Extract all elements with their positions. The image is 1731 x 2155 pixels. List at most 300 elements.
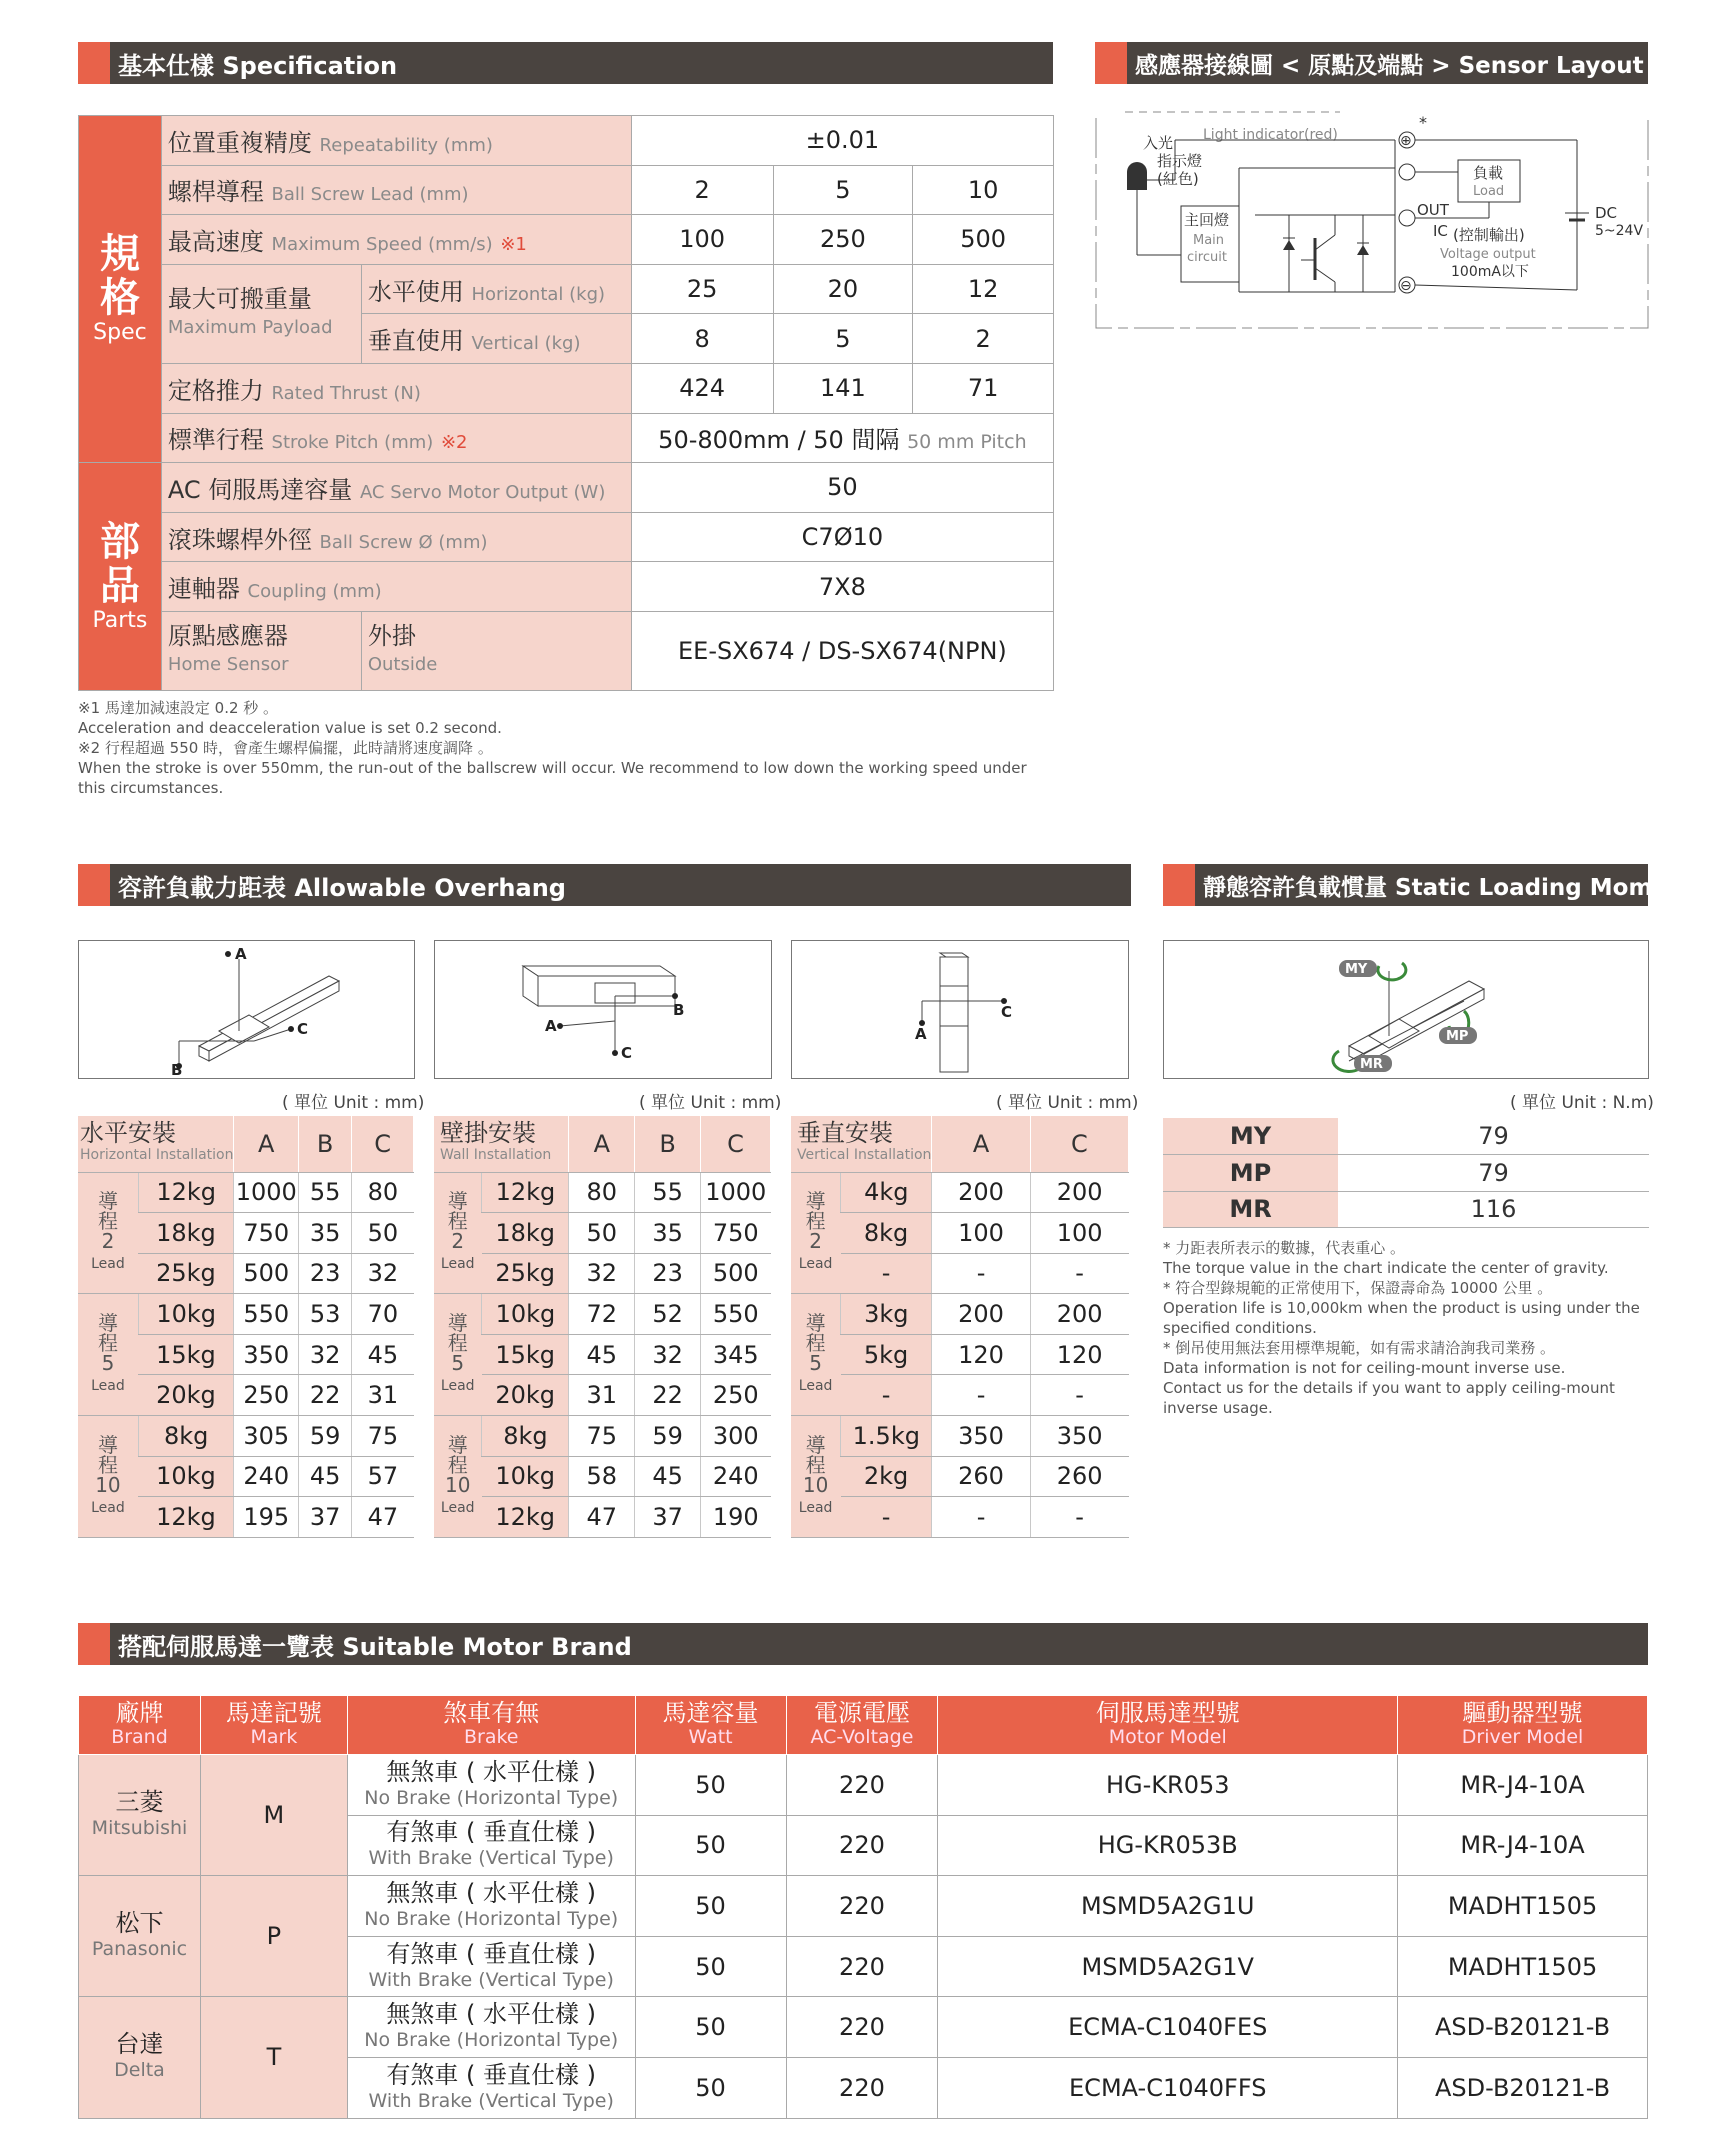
cell: 72: [569, 1294, 635, 1335]
unit-label: ( 單位 Unit : mm): [639, 1093, 782, 1113]
motor-table: [78, 1695, 1648, 2119]
brake-en: With Brake (Vertical Type): [368, 1847, 614, 1870]
group-parts-en: Parts: [92, 607, 148, 633]
note-line: The torque value in the chart indicate the center of gravity.: [1163, 1259, 1609, 1277]
motor-model-cell: HG-KR053: [938, 1755, 1398, 1816]
note-line: When the stroke is over 550mm, the run-out of the ballscrew will occur. We recommend to low down the working speed under: [78, 759, 1027, 777]
col-voltage: [786, 1696, 938, 1755]
load-en: Load: [1473, 184, 1505, 199]
moment-notes: [1163, 1238, 1649, 1418]
spec-value: 25: [631, 264, 773, 314]
spec-value: 100: [631, 215, 773, 265]
spec-label: [161, 116, 631, 166]
cell: 500: [701, 1253, 771, 1294]
motor-model-cell: ECMA-C1040FFS: [938, 2057, 1398, 2118]
lead-en: Lead: [798, 1378, 833, 1395]
lead-zh: 導程: [447, 1432, 468, 1477]
motor-model-cell: MSMD5A2G1U: [938, 1876, 1398, 1937]
terminal-out: [1399, 210, 1415, 226]
wall-diagram-svg: [435, 941, 773, 1080]
col-zh: 廠牌: [115, 1699, 164, 1727]
label-en: Maximum Speed (mm/s): [271, 233, 493, 255]
lead-zh: 導程: [805, 1432, 826, 1477]
lead-zh: 導程: [447, 1189, 468, 1234]
cell: 31: [569, 1375, 635, 1416]
cell: 35: [299, 1213, 352, 1254]
unit-label: ( 單位 Unit : mm): [996, 1093, 1139, 1113]
my-tag: MY: [1345, 962, 1368, 977]
vertical-diagram-svg: [792, 941, 1130, 1080]
cell: 80: [569, 1172, 635, 1213]
weight-cell: 20kg: [482, 1375, 569, 1416]
col-en: Brake: [463, 1726, 519, 1748]
lead-cell: [434, 1416, 482, 1538]
brake-zh: 無煞車 ( 水平仕樣 ): [386, 2000, 597, 2029]
moment-value: 116: [1338, 1191, 1649, 1228]
lead-zh: 導程: [447, 1311, 468, 1356]
lead-en: Lead: [91, 1378, 125, 1395]
brand-en: Panasonic: [91, 1938, 188, 1961]
mr-tag: MR: [1360, 1057, 1383, 1072]
brake-en: No Brake (Horizontal Type): [364, 1907, 619, 1930]
lead-en: Lead: [798, 1256, 833, 1273]
note-line: specified conditions.: [1163, 1319, 1317, 1337]
cell: 47: [352, 1497, 414, 1538]
cell: 100: [932, 1213, 1030, 1254]
header-accent: [78, 42, 110, 84]
col-en: Mark: [250, 1726, 298, 1748]
col-zh: 伺服馬達型號: [1095, 1699, 1240, 1727]
watt-cell: 50: [635, 1876, 786, 1937]
lead-en: Lead: [440, 1499, 475, 1516]
lead-en: Lead: [440, 1378, 475, 1395]
title-zh: 水平安裝: [80, 1118, 176, 1147]
header-accent: [1163, 864, 1195, 906]
label-en: Repeatability (mm): [319, 134, 493, 156]
brake-cell: [347, 1876, 635, 1937]
moment-key: MR: [1163, 1191, 1338, 1228]
weight-cell: -: [841, 1497, 932, 1538]
spec-value: 71: [913, 363, 1054, 413]
lead-cell: [78, 1172, 138, 1294]
spec-value: 50: [631, 463, 1053, 513]
col-brand: [79, 1696, 201, 1755]
lead-zh: 導程: [97, 1311, 118, 1356]
label-en: Vertical (kg): [471, 333, 581, 355]
weight-cell: 25kg: [138, 1253, 234, 1294]
driver-model-cell: ASD-B20121-B: [1398, 2057, 1648, 2118]
cell: 300: [701, 1416, 771, 1457]
brake-cell: [347, 1936, 635, 1997]
cell: 350: [234, 1334, 299, 1375]
label-zh: 原點感應器: [167, 622, 288, 651]
main-circuit-en1: Main: [1193, 233, 1225, 248]
label-zh: AC 伺服馬達容量: [167, 475, 353, 504]
col-header: C: [352, 1116, 414, 1172]
col-zh: 電源電壓: [813, 1699, 910, 1727]
label-en: Rated Thrust (N): [271, 382, 421, 404]
unit-label: ( 單位 Unit : mm): [282, 1093, 425, 1113]
col-header: A: [569, 1116, 635, 1172]
spec-value: C7Ø10: [631, 512, 1053, 562]
label-zh: 連軸器: [167, 575, 240, 604]
col-driver-model: [1398, 1696, 1648, 1755]
weight-cell: 8kg: [138, 1416, 234, 1457]
lead-no: 5: [451, 1351, 465, 1376]
cell: 550: [701, 1294, 771, 1335]
cell: 190: [701, 1497, 771, 1538]
spec-value: 10: [913, 165, 1054, 215]
cell: 70: [352, 1294, 414, 1335]
label-b: B: [171, 1061, 183, 1079]
col-zh: 馬達容量: [662, 1699, 759, 1727]
weight-cell: 10kg: [138, 1456, 234, 1497]
mark-cell: T: [200, 1997, 347, 2118]
lead-group: [78, 1416, 414, 1538]
lead-zh: 導程: [805, 1189, 826, 1234]
cell: 22: [299, 1375, 352, 1416]
load-zh: 負載: [1473, 164, 1504, 182]
col-en: Driver Model: [1461, 1726, 1584, 1748]
note-line: this circumstances.: [78, 779, 224, 797]
lead-cell: [791, 1172, 841, 1294]
cell: 32: [299, 1334, 352, 1375]
col-motor-model: [938, 1696, 1398, 1755]
label-zh: 位置重複精度: [167, 128, 312, 157]
moment-diagram-svg: [1164, 941, 1650, 1080]
weight-cell: 8kg: [482, 1416, 569, 1457]
cell: 23: [635, 1253, 701, 1294]
spec-label: [361, 264, 631, 314]
brake-en: With Brake (Vertical Type): [368, 2089, 614, 2112]
label-zh: 最高速度: [167, 227, 264, 256]
cell: 37: [635, 1497, 701, 1538]
group-parts-zh: 部品: [99, 518, 140, 609]
spec-label: [161, 611, 361, 690]
moment-diagram: [1163, 940, 1649, 1079]
voltage-cell: 220: [786, 1936, 938, 1997]
spec-label: [161, 413, 631, 463]
moment-section-header: [1163, 864, 1696, 906]
cell: 100: [1030, 1213, 1128, 1254]
lead-group: [434, 1294, 771, 1416]
motor-model-cell: HG-KR053B: [938, 1815, 1398, 1876]
spec-value: 2: [631, 165, 773, 215]
voltage-cell: 220: [786, 1876, 938, 1937]
label-zh: 水平使用: [367, 277, 464, 306]
cell: 22: [635, 1375, 701, 1416]
lead-zh: 導程: [97, 1432, 118, 1477]
title-en: Horizontal Installation: [80, 1146, 234, 1163]
brake-cell: [347, 2057, 635, 2118]
lead-cell: [791, 1416, 841, 1538]
brand-zh: 台達: [115, 2030, 164, 2059]
weight-cell: 2kg: [841, 1456, 932, 1497]
cell: 55: [635, 1172, 701, 1213]
weight-cell: 18kg: [482, 1213, 569, 1254]
watt-cell: 50: [635, 1936, 786, 1997]
brand-cell: [79, 1997, 201, 2118]
table-title: [791, 1116, 932, 1172]
note-line: * 符合型錄規範的正常使用下，保證壽命為 10000 公里 。: [1163, 1279, 1553, 1297]
cell: 35: [635, 1213, 701, 1254]
label-zh: 滾珠螺桿外徑: [167, 525, 312, 554]
weight-cell: 8kg: [841, 1213, 932, 1254]
cell: 47: [569, 1497, 635, 1538]
sensor-in-light: 入光: [1143, 134, 1174, 152]
lead-no: 2: [451, 1229, 465, 1254]
spec-label: [161, 363, 631, 413]
lead-cell: [434, 1172, 482, 1294]
spec-label: [161, 512, 631, 562]
moment-header-title: 靜態容許負載慣量 Static Loading Moment: [1203, 874, 1696, 901]
cell: 58: [569, 1456, 635, 1497]
cell: 1000: [701, 1172, 771, 1213]
note-line: inverse usage.: [1163, 1399, 1273, 1417]
group-spec: [79, 116, 162, 463]
spec-label: [161, 562, 631, 612]
cell: 23: [299, 1253, 352, 1294]
vertical-diagram: [791, 940, 1129, 1079]
cell: 240: [701, 1456, 771, 1497]
footnote-mark: ※2: [440, 432, 468, 454]
cell: 31: [352, 1375, 414, 1416]
spec-value: ±0.01: [631, 116, 1053, 166]
cell: 200: [932, 1172, 1030, 1213]
sensor-red: (紅色): [1157, 170, 1199, 188]
lead-cell: [78, 1416, 138, 1538]
minus-icon: ⊖: [1400, 278, 1412, 294]
vertical-overhang-table: [791, 1116, 1129, 1538]
cell: 50: [352, 1213, 414, 1254]
mark-cell: M: [200, 1755, 347, 1876]
cell: 250: [701, 1375, 771, 1416]
spec-label: [161, 165, 631, 215]
cell: 1000: [234, 1172, 299, 1213]
label-en: Stroke Pitch (mm): [271, 432, 434, 454]
lead-en: Lead: [91, 1256, 125, 1273]
sensor-layout-diagram: [1095, 110, 1655, 335]
weight-cell: 1.5kg: [841, 1416, 932, 1457]
weight-cell: 10kg: [482, 1294, 569, 1335]
spec-label: [161, 215, 631, 265]
col-en: Brand: [111, 1726, 168, 1748]
cell: -: [932, 1253, 1030, 1294]
brake-zh: 無煞車 ( 水平仕樣 ): [386, 1757, 597, 1786]
lead-group: [791, 1416, 1129, 1538]
label-a: A: [545, 1017, 557, 1035]
cell: 350: [932, 1416, 1030, 1457]
mark-cell: P: [200, 1876, 347, 1997]
cell: 250: [234, 1375, 299, 1416]
title-zh: 垂直安裝: [797, 1118, 893, 1147]
col-zh: 馬達記號: [225, 1699, 322, 1727]
main-circuit-en2: circuit: [1187, 250, 1227, 265]
title-zh: 壁掛安裝: [440, 1118, 536, 1147]
label-zh: 定格推力: [167, 376, 264, 405]
cell: 75: [352, 1416, 414, 1457]
outside-zh: 外掛: [367, 622, 416, 651]
cell: 120: [932, 1334, 1030, 1375]
lead-group: [434, 1416, 771, 1538]
cell: 45: [569, 1334, 635, 1375]
motor-section-header: [78, 1623, 1648, 1665]
dc-label: DC: [1595, 204, 1618, 222]
cell: 750: [701, 1213, 771, 1254]
lead-group: [791, 1172, 1129, 1294]
header-accent: [78, 1623, 110, 1665]
lead-cell: [434, 1294, 482, 1416]
static-moment-table: [1163, 1118, 1649, 1228]
payload-label: [161, 264, 361, 363]
spec-value: 8: [631, 314, 773, 364]
brake-en: No Brake (Horizontal Type): [364, 2029, 619, 2052]
cell: 52: [635, 1294, 701, 1335]
lead-no: 2: [809, 1229, 822, 1254]
cell: 32: [635, 1334, 701, 1375]
title-en: Vertical Installation: [797, 1146, 932, 1163]
driver-model-cell: MR-J4-10A: [1398, 1755, 1648, 1816]
out-label: OUT: [1417, 201, 1449, 219]
cell: 37: [299, 1497, 352, 1538]
label-zh: 螺桿導程: [167, 178, 264, 207]
label-c: C: [1001, 1003, 1013, 1021]
sensor-section-header: [1095, 42, 1648, 84]
cell: 32: [352, 1253, 414, 1294]
ic-label: IC: [1433, 222, 1448, 240]
lead-group: [78, 1294, 414, 1416]
col-en: Motor Model: [1108, 1726, 1227, 1748]
header-accent: [1095, 42, 1127, 84]
col-en: AC-Voltage: [810, 1726, 914, 1748]
driver-model-cell: MADHT1505: [1398, 1876, 1648, 1937]
brand-en: Delta: [114, 2059, 165, 2082]
cell: 120: [1030, 1334, 1128, 1375]
group-parts: [79, 463, 162, 691]
spec-value: 12: [913, 264, 1054, 314]
overhang-header-title: 容許負載力距表 Allowable Overhang: [118, 873, 566, 902]
cell: -: [932, 1375, 1030, 1416]
horizontal-diagram: [78, 940, 415, 1079]
terminal-l: [1399, 164, 1415, 180]
cell: 45: [352, 1334, 414, 1375]
cell: 200: [1030, 1172, 1128, 1213]
note-line: * 力距表所表示的數據，代表重心 。: [1163, 1239, 1406, 1257]
brake-cell: [347, 1815, 635, 1876]
note-line: ※1 馬達加減速設定 0.2 秒 。: [78, 699, 279, 717]
cell: 200: [932, 1294, 1030, 1335]
cell: 59: [299, 1416, 352, 1457]
lead-no: 5: [809, 1351, 822, 1376]
spec-header-title: 基本仕樣 Specification: [118, 51, 398, 80]
brand-cell: [79, 1755, 201, 1876]
note-line: ※2 行程超過 550 時，會產生螺桿偏擺，此時請將速度調降 。: [78, 739, 493, 757]
weight-cell: 12kg: [138, 1172, 234, 1213]
cell: 750: [234, 1213, 299, 1254]
spec-value: 141: [773, 363, 913, 413]
weight-cell: 12kg: [138, 1497, 234, 1538]
sensor-header-title: 感應器接線圖 < 原點及端點 > Sensor Layout: [1135, 52, 1644, 79]
star-mark: *: [1419, 113, 1427, 132]
col-brake: [347, 1696, 635, 1755]
dc-range: 5~24V: [1595, 223, 1644, 239]
cell: 55: [299, 1172, 352, 1213]
ic-output-label: (控制輸出): [1453, 226, 1525, 244]
cell: -: [1030, 1375, 1128, 1416]
cell: 59: [635, 1416, 701, 1457]
spec-table: [78, 115, 1054, 691]
lead-no: 2: [101, 1229, 115, 1254]
label-en: AC Servo Motor Output (W): [359, 481, 606, 503]
spec-value: 2: [913, 314, 1054, 364]
col-zh: 煞車有無: [443, 1699, 540, 1727]
brake-en: No Brake (Horizontal Type): [364, 1786, 619, 1809]
label-en: Ball Screw Lead (mm): [271, 184, 469, 206]
note-line: Data information is not for ceiling-mount inverse use.: [1163, 1359, 1566, 1377]
lead-zh: 導程: [97, 1189, 118, 1234]
cell: -: [1030, 1253, 1128, 1294]
spec-value: 250: [773, 215, 913, 265]
lead-no: 10: [445, 1472, 471, 1497]
col-watt: [635, 1696, 786, 1755]
brand-zh: 三菱: [115, 1788, 164, 1817]
weight-cell: 3kg: [841, 1294, 932, 1335]
moment-key: MY: [1163, 1118, 1338, 1155]
cell: 305: [234, 1416, 299, 1457]
cell: 500: [234, 1253, 299, 1294]
cell: 260: [932, 1456, 1030, 1497]
moment-value: 79: [1338, 1118, 1649, 1155]
led-icon: [1127, 162, 1147, 190]
brand-zh: 松下: [115, 1909, 164, 1938]
col-zh: 驅動器型號: [1462, 1699, 1583, 1727]
group-spec-en: Spec: [93, 320, 147, 346]
lead-en: Lead: [798, 1499, 833, 1516]
weight-cell: -: [841, 1375, 932, 1416]
weight-cell: 18kg: [138, 1213, 234, 1254]
note-line: Acceleration and deacceleration value is set 0.2 second.: [78, 719, 502, 737]
main-circuit-zh: 主回燈: [1184, 211, 1230, 229]
stroke-pitch-en: 50 mm Pitch: [907, 431, 1027, 454]
brake-en: With Brake (Vertical Type): [368, 1968, 614, 1991]
cell: 32: [569, 1253, 635, 1294]
brake-zh: 有煞車 ( 垂直仕樣 ): [386, 1818, 597, 1847]
brake-zh: 有煞車 ( 垂直仕樣 ): [386, 2060, 597, 2089]
col-en: Watt: [688, 1726, 733, 1748]
note-line: * 倒吊使用無法套用標準規範，如有需求請洽詢我司業務 。: [1163, 1339, 1556, 1357]
weight-cell: 25kg: [482, 1253, 569, 1294]
brand-en: Mitsubishi: [91, 1817, 188, 1840]
lead-no: 5: [101, 1351, 115, 1376]
weight-cell: 12kg: [482, 1497, 569, 1538]
spec-value: 7X8: [631, 562, 1053, 612]
cell: 195: [234, 1497, 299, 1538]
cell: 50: [569, 1213, 635, 1254]
lead-zh: 導程: [805, 1311, 826, 1356]
outside-en: Outside: [367, 654, 438, 676]
label-en: Ball Screw Ø (mm): [319, 531, 488, 553]
horizontal-diagram-svg: [79, 941, 416, 1080]
overhang-section-header: [78, 864, 1131, 906]
brake-zh: 有煞車 ( 垂直仕樣 ): [386, 1939, 597, 1968]
watt-cell: 50: [635, 2057, 786, 2118]
brake-cell: [347, 1997, 635, 2058]
col-header: A: [234, 1116, 299, 1172]
lead-en: Lead: [91, 1499, 125, 1516]
diagram-border: [1096, 114, 1648, 328]
spec-label: [361, 314, 631, 364]
spec-value: 424: [631, 363, 773, 413]
